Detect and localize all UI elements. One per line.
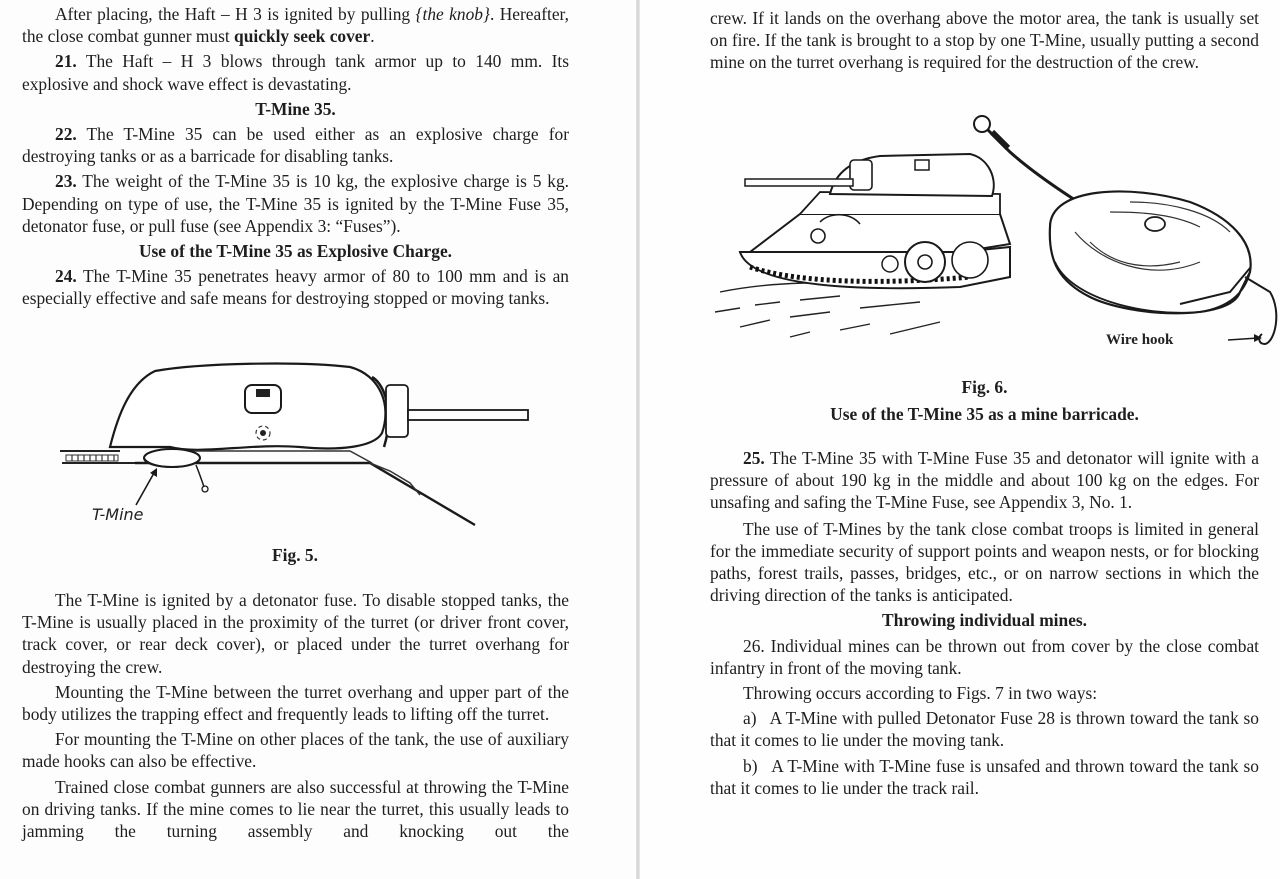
paragraph-21: 21. The Haft – H 3 blows through tank armor up to 140 mm. Its explosive and shock wave effect is devastating. bbox=[22, 51, 569, 94]
left-text-top bbox=[22, 3, 569, 310]
paragraph-mounting: Mounting the T-Mine between the turret overhang and upper part of the body utilizes the trapping effect and frequently leads to lifting off the turret. bbox=[22, 681, 569, 725]
left-text-bottom bbox=[22, 589, 569, 842]
paragraph-trained-gunners: Trained close combat gunners are also successful at throwing the T-Mine on driving tanks. If the mine comes to lie near the turret, this usually leads to jamming the turning assembly and knocking out the bbox=[22, 776, 569, 842]
paragraph-detonator-fuse: The T-Mine is ignited by a detonator fuse. To disable stopped tanks, the T-Mine is usually placed in the proximity of the turret (or driver front cover, track cover, or rear deck cover), or placed under the turret overhang for destroying the crew. bbox=[22, 590, 569, 677]
paragraph-23: 23. The weight of the T-Mine 35 is 10 kg, the explosive charge is 5 kg. Depending on type of use, the T-Mine 35 is ignited by the T-Mine Fuse 35, detonator fuse, or pull fuse (see Appendix 3: “Fuses”). bbox=[22, 171, 569, 236]
fig5-caption: Fig. 5. bbox=[272, 545, 318, 565]
paragraph-option-a: a) A T-Mine with pulled Detonator Fuse 28 is thrown toward the tank so that it comes to lie under the moving tank. bbox=[710, 708, 1264, 751]
right-page bbox=[640, 0, 1280, 879]
heading-throwing-mines: Throwing individual mines. bbox=[881, 610, 1088, 631]
paragraph-option-b: b) A T-Mine with T-Mine fuse is unsafed and thrown toward the tank so that it comes to lie under the track rail. bbox=[710, 755, 1264, 798]
fig6-label-wire-hook: Wire hook bbox=[1106, 332, 1174, 348]
paragraph-22: 22. The T-Mine 35 can be used either as an explosive charge for destroying tanks or as a barricade for disabling tanks. bbox=[22, 124, 569, 167]
heading-explosive-charge: Use of the T-Mine 35 as Explosive Charge. bbox=[138, 241, 453, 262]
paragraph-crew: crew. If it lands on the overhang above the motor area, the tank is usually set on fire. If the tank is brought to a stop by one T-Mine, usually putting a second mine on the turret overhang is required for the destruction of the crew. bbox=[710, 8, 1259, 73]
paragraph-haft-ignition: After placing, the Haft – H 3 is ignited by pulling {the knob}. Hereafter, the close combat gunner must quickly seek cover. bbox=[22, 4, 569, 47]
paragraph-throwing-ways: Throwing occurs according to Figs. 7 in two ways: bbox=[743, 683, 1098, 704]
paragraph-use-of-tmines: The use of T-Mines by the tank close combat troops is limited in general for the immediate security of support points and weapon nests, or for blocking paths, forest trails, passes, bridges, etc., or on narrow sections in which the driving direction of the tanks is anticipated. bbox=[710, 518, 1259, 606]
right-text-bottom bbox=[710, 447, 1264, 799]
left-page bbox=[0, 0, 637, 879]
mine-barricade-illustration bbox=[710, 112, 1270, 357]
heading-tmine-35: T-Mine 35. bbox=[255, 98, 336, 119]
paragraph-25: 25. The T-Mine 35 with T-Mine Fuse 35 and detonator will ignite with a pressure of about 190 kg in the middle and about 100 kg on the edges. For unsafing and safing the T-Mine Fuse, see Appendix 3, No. 1. bbox=[710, 448, 1259, 513]
fig6-caption: Fig. 6. bbox=[961, 377, 1008, 397]
fig5-label-tmine: T-Mine bbox=[92, 505, 144, 524]
turret-illustration bbox=[0, 355, 560, 535]
fig6-title: Use of the T-Mine 35 as a mine barricade. bbox=[830, 404, 1139, 424]
paragraph-24: 24. The T-Mine 35 penetrates heavy armor of 80 to 100 mm and is an especially effective and safe means for destroying stopped or moving tanks. bbox=[22, 266, 569, 309]
paragraph-hooks: For mounting the T-Mine on other places of the tank, the use of auxiliary made hooks can also be effective. bbox=[22, 729, 569, 772]
paragraph-26: 26. Individual mines can be thrown out from cover by the close combat infantry in front of the moving tank. bbox=[710, 635, 1259, 678]
